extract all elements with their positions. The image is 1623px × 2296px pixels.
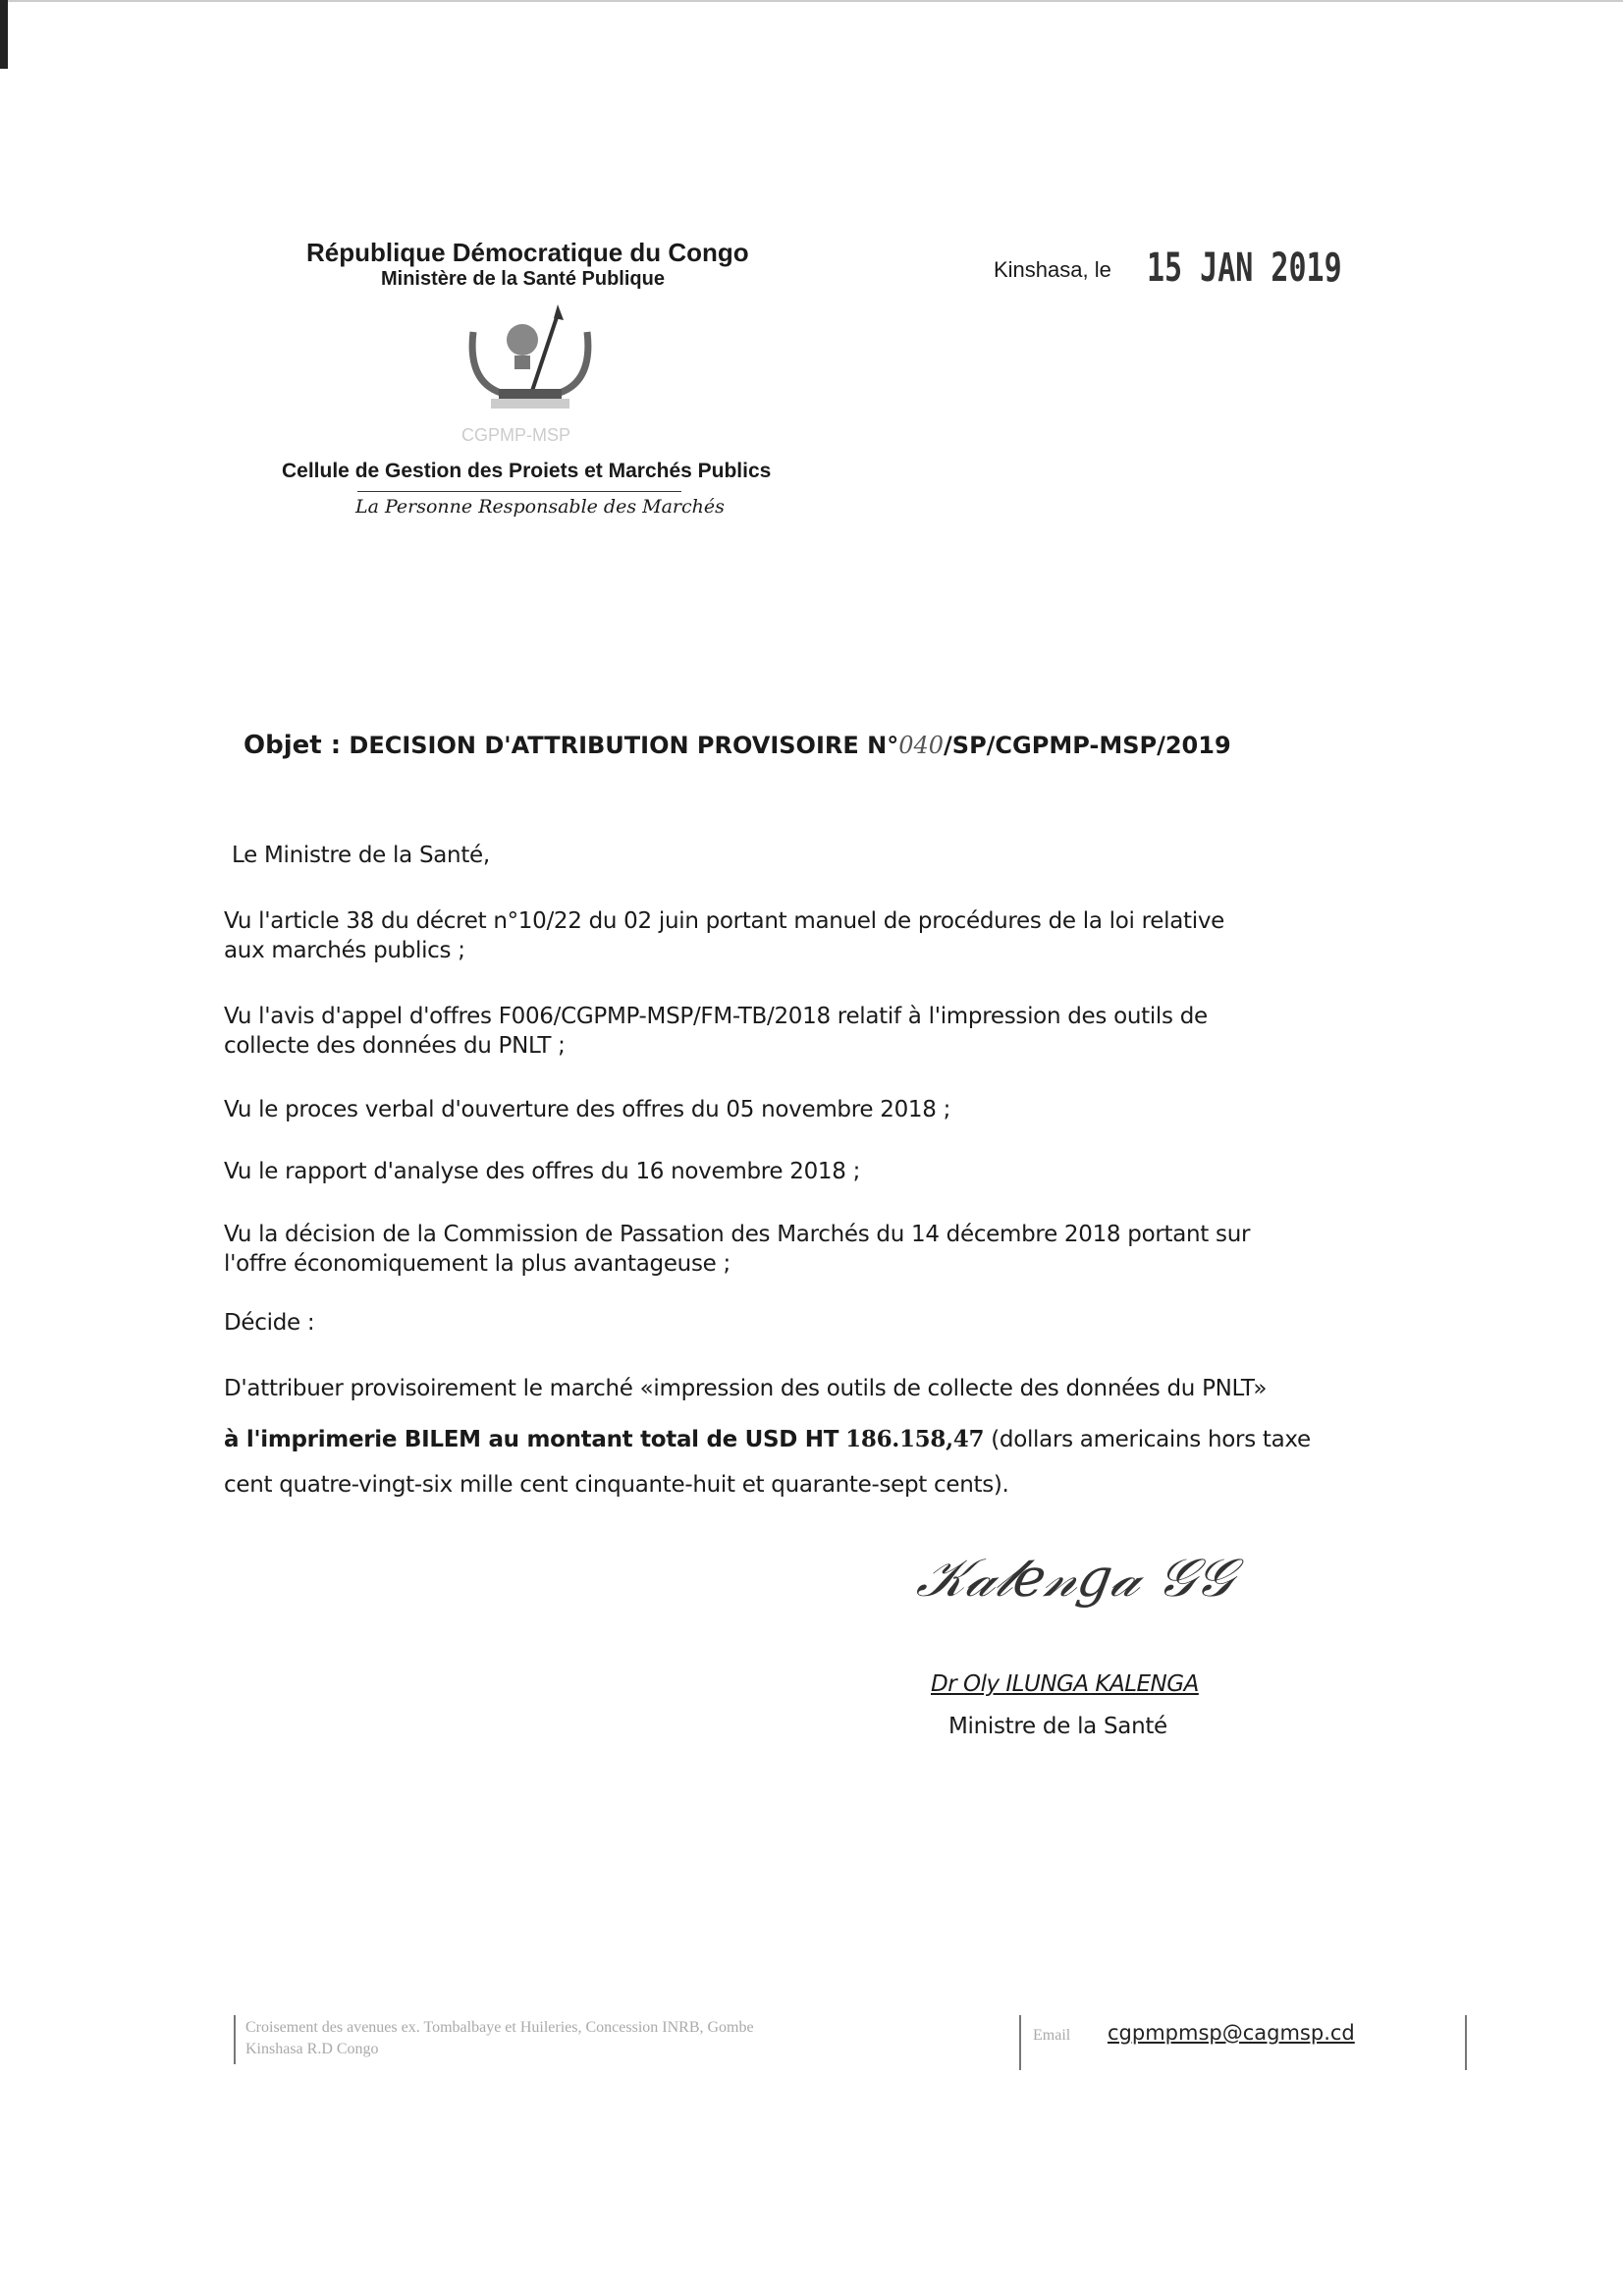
footer-divider bbox=[1465, 2015, 1467, 2070]
country-name: République Démocratique du Congo bbox=[306, 238, 749, 267]
scan-top-edge bbox=[0, 0, 1623, 2]
subject-suffix: /SP/CGPMP-MSP/2019 bbox=[944, 732, 1231, 759]
footer-address-line-1: Croisement des avenues ex. Tombalbaye et Huileries, Concession INRB, Gombe bbox=[245, 2019, 754, 2036]
place-label: Kinshasa, le bbox=[994, 257, 1111, 282]
decision-awardee: à l'imprimerie BILEM au montant total de USD HT bbox=[224, 1427, 839, 1452]
footer-divider bbox=[234, 2015, 236, 2064]
decision-number: 040 bbox=[898, 732, 945, 759]
para-5-line-1: Vu la décision de la Commission de Passation des Marchés du 14 décembre 2018 portant sur bbox=[224, 1222, 1251, 1247]
decision-amount-words-start: (dollars americains hors taxe bbox=[991, 1427, 1311, 1452]
para-4: Vu le rapport d'analyse des offres du 16 novembre 2018 ; bbox=[224, 1159, 861, 1184]
date-stamp: 15 JAN 2019 bbox=[1147, 246, 1342, 291]
para-1-line-1: Vu l'article 38 du décret n°10/22 du 02 juin portant manuel de procédures de la loi relative bbox=[224, 908, 1224, 934]
decision-line-2 bbox=[224, 1426, 1311, 1452]
para-5-line-2: l'offre économiquement la plus avantageuse ; bbox=[224, 1251, 730, 1277]
coat-of-arms-emblem bbox=[461, 302, 599, 410]
decision-line-1: D'attribuer provisoirement le marché «impression des outils de collecte des données du PNLT» bbox=[224, 1376, 1268, 1401]
para-2-line-1: Vu l'avis d'appel d'offres F006/CGPMP-MSP/FM-TB/2018 relatif à l'impression des outils de bbox=[224, 1004, 1208, 1029]
decision-line-3: cent quatre-vingt-six mille cent cinquante-huit et quarante-sept cents). bbox=[224, 1472, 1009, 1498]
subject-title: DECISION D'ATTRIBUTION PROVISOIRE N° bbox=[349, 732, 899, 759]
decide-label: Décide : bbox=[224, 1310, 315, 1336]
ministry-name: Ministère de la Santé Publique bbox=[381, 268, 665, 290]
opening-line: Le Ministre de la Santé, bbox=[232, 843, 490, 868]
signatory-name: Dr Oly ILUNGA KALENGA bbox=[931, 1671, 1199, 1697]
para-1-line-2: aux marchés publics ; bbox=[224, 938, 465, 963]
divider bbox=[357, 491, 681, 492]
footer-address-line-2: Kinshasa R.D Congo bbox=[245, 2041, 379, 2057]
footer-email-link[interactable]: cgpmpmsp@cagmsp.cd bbox=[1108, 2021, 1355, 2045]
cell-name: Cellule de Gestion des Proiets et Marchés Publics bbox=[282, 460, 772, 482]
signatory-title: Ministre de la Santé bbox=[948, 1714, 1167, 1739]
footer-email-label: Email bbox=[1033, 2027, 1071, 2044]
para-3: Vu le proces verbal d'ouverture des offres du 05 novembre 2018 ; bbox=[224, 1097, 951, 1122]
subject-label: Objet : bbox=[243, 731, 342, 760]
decision-amount: 186.158,47 bbox=[845, 1426, 985, 1452]
role-line: La Personne Responsable des Marchés bbox=[355, 496, 725, 518]
subject-line bbox=[243, 731, 1231, 760]
para-2-line-2: collecte des données du PNLT ; bbox=[224, 1033, 566, 1059]
handwritten-signature: 𝒦𝒶𝓁𝑒𝓃𝑔𝒶 𝒢𝒢 bbox=[912, 1547, 1239, 1609]
emblem-caption: CGPMP-MSP bbox=[461, 425, 571, 445]
scan-left-edge bbox=[0, 0, 8, 69]
footer-divider bbox=[1019, 2015, 1021, 2070]
